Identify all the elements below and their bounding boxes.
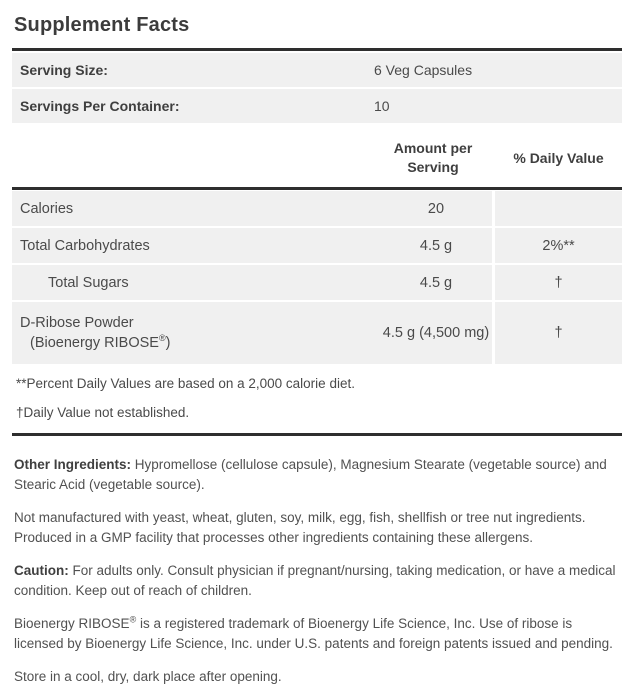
facts-bottom-divider (12, 433, 622, 436)
servings-per-container-value: 10 (374, 98, 390, 114)
other-ingredients-paragraph (14, 455, 622, 494)
table-row-calories (12, 191, 622, 226)
servings-per-container-row (12, 89, 622, 123)
trademark-text: is a registered trademark of Bioenergy Life Science, Inc. Use of ribose is licensed by Bioenergy Life Science, Inc. under U.S. patents and foreign patents issued and pending. (14, 616, 613, 651)
registered-trademark-symbol: ® (129, 614, 137, 625)
ribose-name (12, 313, 380, 353)
sugars-name: Total Sugars (48, 274, 129, 291)
calories-name: Calories (20, 200, 74, 217)
serving-size-row (12, 53, 622, 87)
carbohydrates-amount: 4.5 g (419, 237, 453, 254)
serving-size-label: Serving Size: (20, 62, 108, 78)
calories-daily-value (495, 191, 622, 226)
caution-text: For adults only. Consult physician if pregnant/nursing, taking medication, or have a medical condition. Keep out of reach of children. (14, 563, 616, 598)
ribose-daily-value: † (495, 302, 622, 364)
trademark-paragraph (14, 614, 622, 653)
sugars-daily-value: † (495, 265, 622, 300)
daily-value-not-established-footnote: †Daily Value not established. (16, 405, 190, 420)
sugars-amount: 4.5 g (419, 274, 453, 291)
carbohydrates-cell-group (12, 228, 492, 263)
caution-paragraph (14, 561, 622, 600)
table-row-total-carbohydrates (12, 228, 622, 263)
ribose-name-line2: (Bioenergy RIBOSE®) (30, 333, 171, 351)
title-divider (12, 48, 622, 51)
page-title: Supplement Facts (14, 14, 190, 36)
registered-trademark-symbol: ® (158, 333, 166, 344)
storage-paragraph: Store in a cool, dry, dark place after opening. (14, 669, 282, 684)
table-top-divider (12, 187, 622, 190)
table-header-row (12, 139, 622, 177)
allergen-paragraph: Not manufactured with yeast, wheat, gluten, soy, milk, egg, fish, shellfish or tree nut ingredients. Produced in a GMP facility that processes other ingredients containing these allergens. (14, 510, 586, 545)
ribose-amount: 4.5 g (4,500 mg) (382, 325, 490, 341)
other-ingredients-label: Other Ingredients: (14, 457, 132, 472)
carbohydrates-daily-value: 2%** (495, 228, 622, 263)
calories-amount: 20 (427, 200, 445, 217)
calories-cell-group (12, 191, 492, 226)
serving-size-value: 6 Veg Capsules (374, 62, 473, 78)
servings-per-container-label: Servings Per Container: (20, 98, 180, 114)
caution-label: Caution: (14, 563, 69, 578)
ribose-name-line1: D-Ribose Powder (20, 315, 134, 331)
carbohydrates-name: Total Carbohydrates (20, 237, 150, 254)
other-ingredients-text: Hypromellose (cellulose capsule), Magnesium Stearate (vegetable source) and Stearic Acid (vegetable source). (14, 457, 607, 492)
percent-daily-value-footnote: **Percent Daily Values are based on a 2,000 calorie diet. (16, 376, 355, 391)
sugars-cell-group (12, 265, 492, 300)
trademark-pre: Bioenergy RIBOSE (14, 616, 130, 631)
amount-per-serving-header: Amount per Serving (393, 140, 473, 175)
daily-value-header: % Daily Value (513, 150, 604, 166)
table-row-d-ribose-powder (12, 302, 622, 364)
table-row-total-sugars (12, 265, 622, 300)
ribose-cell-group (12, 302, 492, 364)
